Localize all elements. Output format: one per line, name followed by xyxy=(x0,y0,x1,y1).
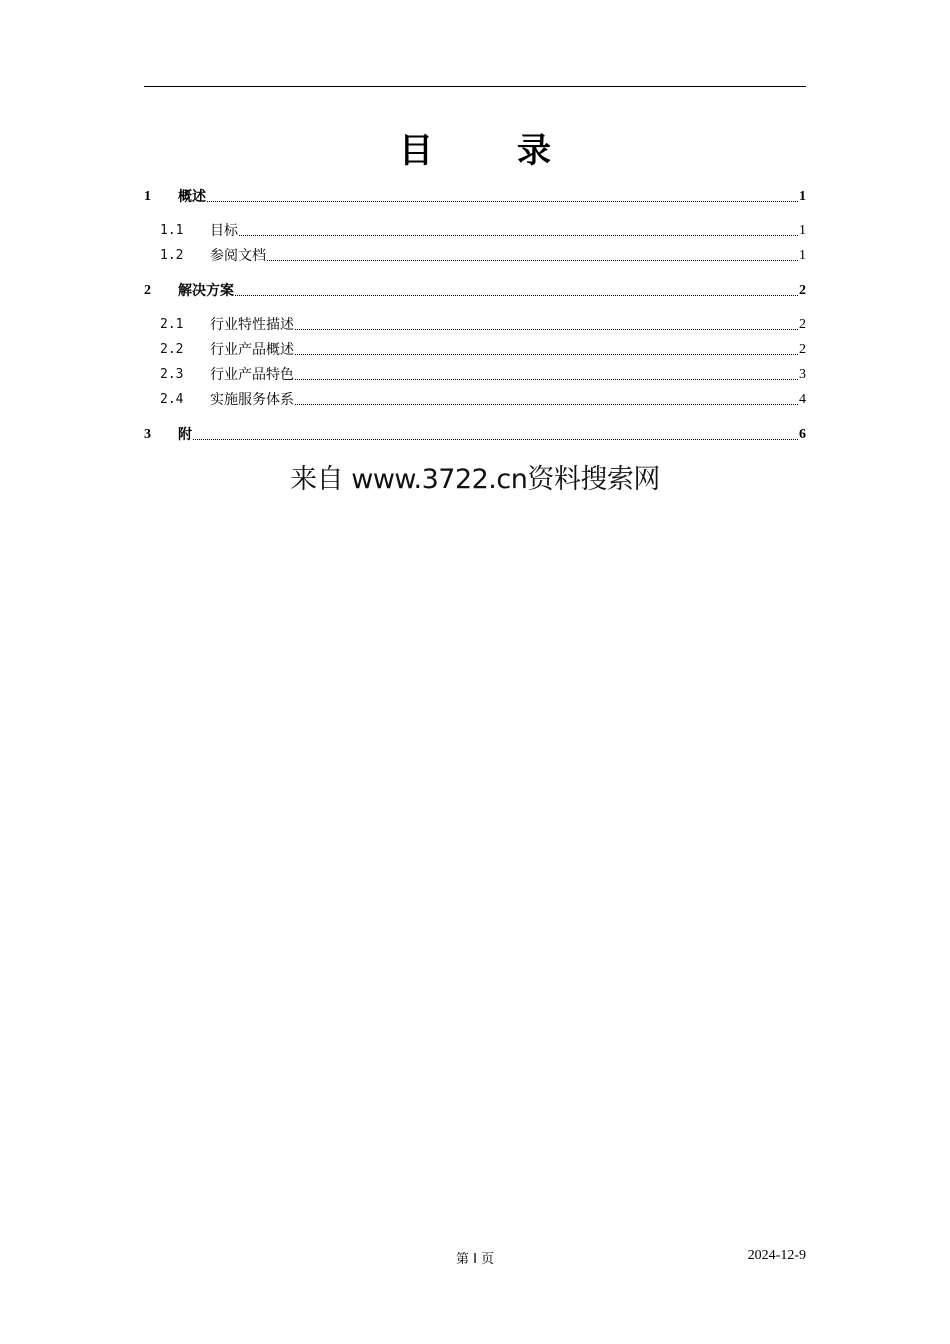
toc-leader-dots xyxy=(235,295,798,296)
toc-title-char-2: 录 xyxy=(517,131,551,171)
toc-entry-number: 1.2 xyxy=(160,248,184,263)
toc-entry-text: 目标 xyxy=(210,223,238,239)
toc-entry-text: 解决方案 xyxy=(178,283,234,299)
toc-entry-page: 2 xyxy=(799,317,806,332)
header-rule xyxy=(144,86,806,87)
toc-entry[interactable] xyxy=(144,387,806,409)
toc-leader-dots xyxy=(193,439,798,440)
toc-entry[interactable] xyxy=(144,278,806,300)
toc-entry-page: 2 xyxy=(799,283,806,298)
toc-leader-dots xyxy=(295,354,798,355)
toc-entry-page: 1 xyxy=(799,189,806,204)
toc-entry-page: 3 xyxy=(799,367,806,382)
toc-leader-dots xyxy=(239,235,798,236)
toc-entry[interactable] xyxy=(144,422,806,444)
toc-entry-number: 3 xyxy=(144,427,151,442)
footer-page-number: 第 I 页 xyxy=(455,1252,495,1267)
toc-entry-number: 1 xyxy=(144,189,151,204)
toc-leader-dots xyxy=(295,379,798,380)
toc-title-char-1: 目 xyxy=(399,131,433,171)
toc-entry-number: 2 xyxy=(144,283,151,298)
watermark-text: 来自 www.3722.cn资料搜索网 xyxy=(290,464,660,495)
toc-entry-text: 参阅文档 xyxy=(210,248,266,264)
toc-entry[interactable] xyxy=(144,243,806,265)
toc-entry-page: 4 xyxy=(799,392,806,407)
toc-entry-page: 1 xyxy=(799,248,806,263)
toc-entry-text: 行业产品特色 xyxy=(210,367,294,383)
toc-entry-text: 行业产品概述 xyxy=(210,342,294,358)
toc-entry-number: 2.2 xyxy=(160,342,184,357)
toc-entry[interactable] xyxy=(144,337,806,359)
toc-leader-dots xyxy=(207,201,798,202)
toc-entry-number: 2.4 xyxy=(160,392,184,407)
toc-entry-text: 附 xyxy=(178,427,192,443)
toc-entry-text: 实施服务体系 xyxy=(210,392,294,408)
toc-entry[interactable] xyxy=(144,362,806,384)
footer-date: 2024-12-9 xyxy=(747,1248,806,1263)
toc-entry[interactable] xyxy=(144,218,806,240)
toc-entry-text: 行业特性描述 xyxy=(210,317,294,333)
toc-entry[interactable] xyxy=(144,184,806,206)
toc-entry-page: 6 xyxy=(799,427,806,442)
toc-entry-page: 2 xyxy=(799,342,806,357)
toc-entry-number: 2.1 xyxy=(160,317,184,332)
toc-leader-dots xyxy=(295,329,798,330)
toc-entry-number: 1.1 xyxy=(160,223,184,238)
toc-leader-dots xyxy=(295,404,798,405)
toc-title xyxy=(0,128,950,174)
toc-entry[interactable] xyxy=(144,312,806,334)
toc-entry-number: 2.3 xyxy=(160,367,184,382)
toc-entry-text: 概述 xyxy=(178,189,206,205)
toc-entry-page: 1 xyxy=(799,223,806,238)
toc-leader-dots xyxy=(267,260,798,261)
